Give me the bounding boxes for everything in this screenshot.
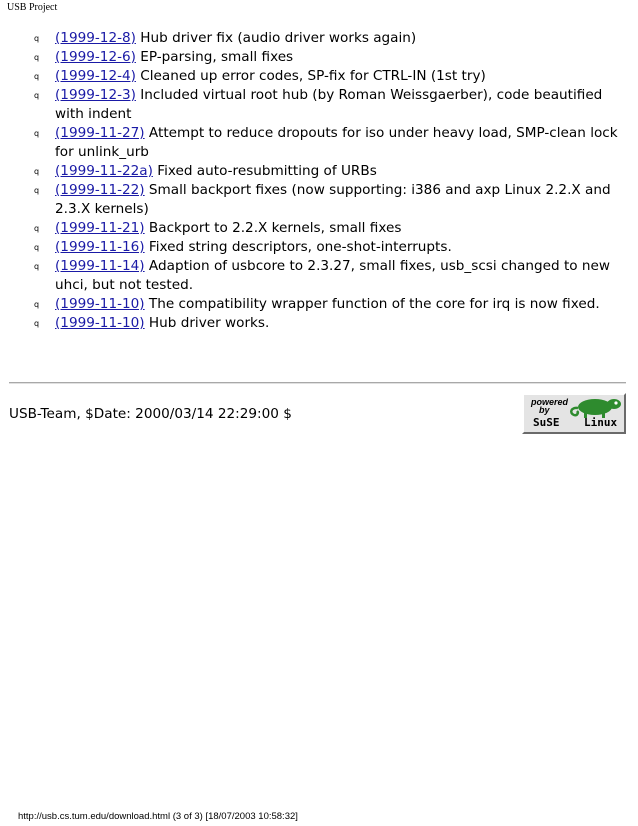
list-item: [0, 29, 638, 48]
bullet-icon: q: [34, 262, 40, 271]
changelog-text: Small backport fixes (now supporting: i386 and axp Linux 2.2.X and 2.3.X kernels): [55, 182, 611, 217]
badge-by-text: by: [539, 405, 550, 415]
changelog-text: Fixed auto-resubmitting of URBs: [152, 163, 377, 179]
changelog-text: Hub driver works.: [144, 315, 270, 331]
list-item: [0, 124, 638, 162]
bullet-icon: q: [34, 186, 40, 195]
suse-chameleon-icon: [524, 395, 624, 432]
badge-suse-text: SuSE: [533, 416, 560, 429]
list-item: [0, 238, 638, 257]
bullet-icon: q: [34, 91, 40, 100]
footer-date-stamp: USB-Team, $Date: 2000/03/14 22:29:00 $: [9, 406, 292, 422]
print-footer-url: http://usb.cs.tum.edu/download.html (3 of 3) [18/07/2003 10:58:32]: [18, 811, 298, 822]
changelog-date-link[interactable]: (1999-11-16): [55, 239, 145, 255]
changelog-date-link[interactable]: (1999-11-21): [55, 220, 145, 236]
changelog-text: Adaption of usbcore to 2.3.27, small fixes, usb_scsi changed to new uhci, but not tested.: [55, 258, 611, 293]
changelog-text: EP-parsing, small fixes: [135, 49, 294, 65]
changelog-date-link[interactable]: (1999-11-10): [55, 296, 145, 312]
changelog-date-link[interactable]: (1999-11-27): [55, 125, 145, 141]
changelog-date-link[interactable]: (1999-12-3): [55, 87, 136, 103]
changelog-text: Included virtual root hub (by Roman Weissgaerber), code beautified with indent: [55, 87, 603, 122]
bullet-icon: q: [34, 53, 40, 62]
horizontal-rule: [9, 382, 626, 384]
changelog-text: Cleaned up error codes, SP-fix for CTRL-IN (1st try): [135, 68, 486, 84]
badge-powered-text: powered: [531, 397, 569, 407]
bullet-icon: q: [34, 129, 40, 138]
changelog-list: [0, 29, 638, 333]
changelog-text: Hub driver fix (audio driver works again): [135, 30, 417, 46]
list-item: [0, 295, 638, 314]
changelog-text: The compatibility wrapper function of the core for irq is now fixed.: [144, 296, 600, 312]
changelog-date-link[interactable]: (1999-12-6): [55, 49, 136, 65]
changelog-text: Backport to 2.2.X kernels, small fixes: [144, 220, 402, 236]
changelog-date-link[interactable]: (1999-12-4): [55, 68, 136, 84]
powered-by-suse-linux-badge[interactable]: [522, 393, 626, 434]
changelog-date-link[interactable]: (1999-12-8): [55, 30, 136, 46]
list-item: [0, 257, 638, 295]
bullet-icon: q: [34, 167, 40, 176]
list-item: [0, 86, 638, 124]
print-header-title: USB Project: [7, 2, 58, 13]
changelog-date-link[interactable]: (1999-11-22a): [55, 163, 153, 179]
changelog-date-link[interactable]: (1999-11-14): [55, 258, 145, 274]
badge-linux-text: Linux: [584, 416, 618, 429]
list-item: [0, 162, 638, 181]
bullet-icon: q: [34, 72, 40, 81]
list-item: [0, 219, 638, 238]
changelog-date-link[interactable]: (1999-11-10): [55, 315, 145, 331]
changelog-date-link[interactable]: (1999-11-22): [55, 182, 145, 198]
list-item: [0, 67, 638, 86]
bullet-icon: q: [34, 319, 40, 328]
list-item: [0, 314, 638, 333]
changelog-text: Fixed string descriptors, one-shot-interrupts.: [144, 239, 452, 255]
bullet-icon: q: [34, 243, 40, 252]
bullet-icon: q: [34, 224, 40, 233]
bullet-icon: q: [34, 34, 40, 43]
list-item: [0, 181, 638, 219]
list-item: [0, 48, 638, 67]
bullet-icon: q: [34, 300, 40, 309]
changelog-text: Attempt to reduce dropouts for iso under heavy load, SMP-clean lock for unlink_urb: [55, 125, 618, 160]
